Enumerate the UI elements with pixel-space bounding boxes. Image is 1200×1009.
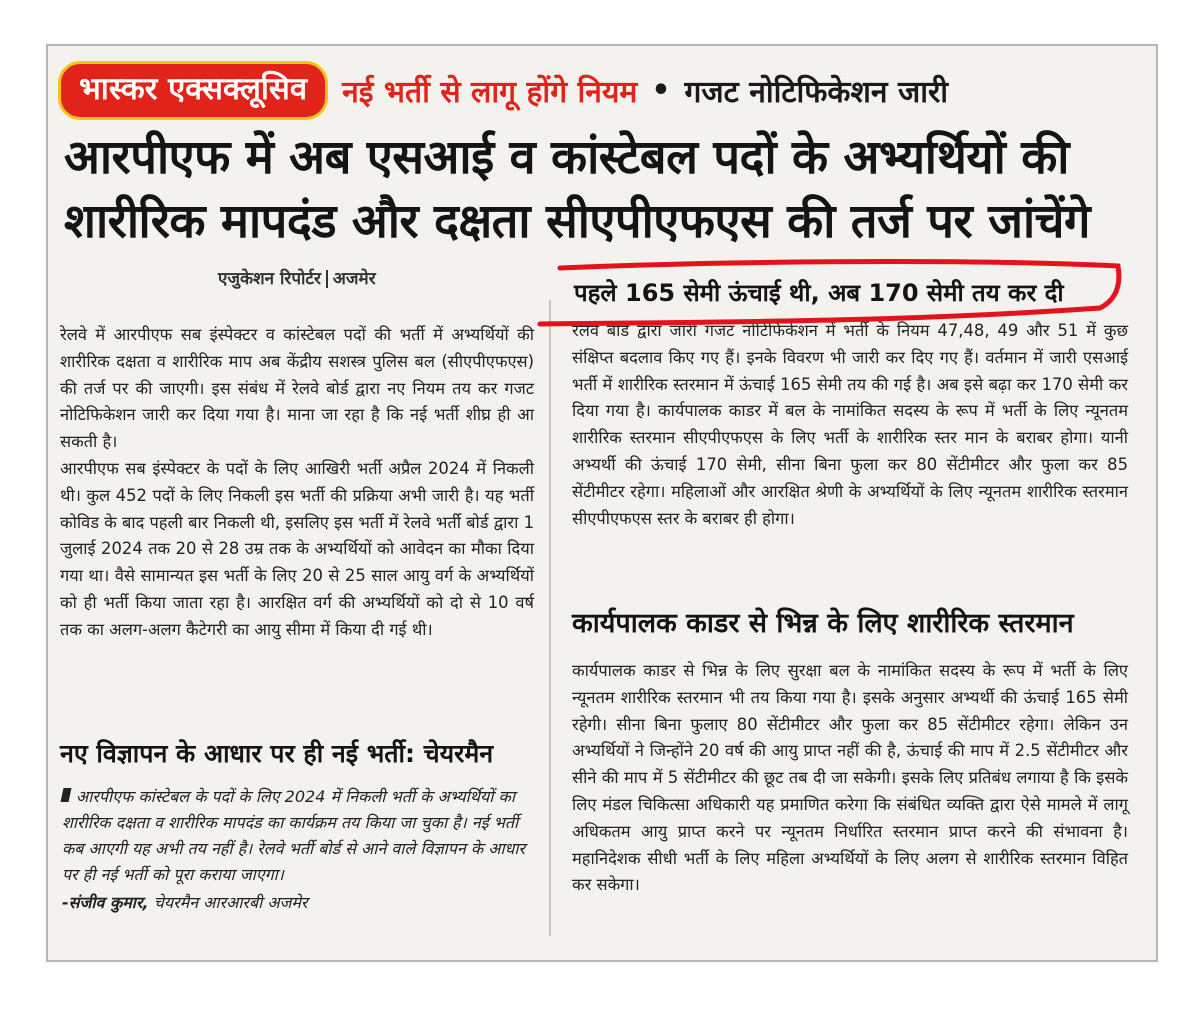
quote-signature	[62, 890, 532, 916]
byline	[218, 266, 376, 289]
byline-reporter: एजुकेशन रिपोर्टर	[218, 269, 321, 289]
left-paragraph-1: रेलवे में आरपीएफ सब इंस्पेक्टर व कांस्टेबल पदों की भर्ती में अभ्यर्थियों की शारीरिक दक्षता व शारीरिक माप अब केंद्रीय सशस्त्र पुलिस बल (सीएपीएफएस) की तर्ज पर की जाएगी। इस संबंध में रेलवे बोर्ड द्वारा नए नियम तय कर गजट नोटिफिकेशन जारी कर दिया गया है। माना जा रहा है कि नई भर्ती शीघ्र ही आ सकती है।	[60, 325, 534, 452]
main-headline	[64, 126, 1134, 254]
left-subheading: नए विज्ञापन के आधार पर ही नई भर्ती: चेयरमैन	[60, 739, 494, 768]
quote-text: आरपीएफ कांस्टेबल के पदों के लिए 2024 में निकली भर्ती के अभ्यर्थियों का शारीरिक दक्षता व शारीरिक मापदंड का कार्यक्रम तय किया जा चुका है। नई भर्ती कब आएगी यह अभी तय नहीं है। रेलवे भर्ती बोर्ड से आने वाले विज्ञापन के आधार पर ही नई भर्ती को पूरा कराया जाएगा।	[62, 787, 526, 884]
right-paragraph-2: कार्यपालक काडर से भिन्न के लिए सुरक्षा बल के नामांकित सदस्य के रूप में भर्ती के लिए न्यूनतम शारीरिक स्तरमान भी तय किया गया है। इसके अनुसार अभ्यर्थी की ऊंचाई 165 सेमी रहेगी। सीना बिना फुलाए 80 सेंटीमीटर और फुला कर 85 सेंटीमीटर रहेगा। लेकिन उन अभ्यर्थियों ने जिन्होंने 20 वर्ष की आयु प्राप्त नहीं की है, ऊंचाई की माप में 2.5 सेंटीमीटर और सीने की माप में 5 सेंटीमीटर की छूट तब दी जा सकेगी। इसके लिए प्रतिबंध लगाया है कि इसके लिए मंडल चिकित्सा अधिकारी यह प्रमाणित करेगा कि संबंधित व्यक्ति द्वारा ऐसे मामले में लागू अधिकतम आयु प्राप्त करने पर न्यूनतम निर्धारित स्तरमान प्राप्त करने की संभावना है। महानिदेशक सीधी भर्ती के लिए महिला अभ्यर्थियों के लिए अलग से शारीरिक स्तरमान विहित कर सकेगा।	[572, 661, 1128, 895]
headline-line-1: आरपीएफ में अब एसआई व कांस्टेबल पदों के अभ्यर्थियों की	[64, 130, 1069, 185]
headline-line-2: शारीरिक मापदंड और दक्षता सीएपीएफएस की तर्ज पर जांचेंगे	[64, 194, 1090, 249]
byline-city: अजमेर	[332, 269, 376, 289]
left-column-body	[60, 322, 534, 644]
tag-new-recruitment: नई भर्ती से लागू होंगे नियम	[342, 74, 638, 110]
exclusive-badge: भास्कर एक्सक्लूसिव	[58, 61, 328, 120]
header-tag-bar	[58, 60, 1148, 120]
column-divider	[549, 300, 551, 936]
highlight-subheading: पहले 165 सेमी ऊंचाई थी, अब 170 सेमी तय कर दी	[574, 279, 1064, 307]
tag-bullet: •	[651, 72, 671, 108]
right-column-body	[572, 318, 1128, 532]
quote-person-name: -संजीव कुमार,	[62, 893, 149, 912]
right-column-body-2	[572, 658, 1128, 899]
quote-marker-icon	[61, 788, 72, 802]
tag-gazette: गजट नोटिफिकेशन जारी	[684, 74, 949, 110]
left-paragraph-2: आरपीएफ सब इंस्पेक्टर के पदों के लिए आखिरी भर्ती अप्रैल 2024 में निकली थी। कुल 452 पदों के लिए निकली इस भर्ती की प्रक्रिया अभी जारी है। यह भर्ती कोविड के बाद पहली बार निकली थी, इसलिए इस भर्ती में रेलवे भर्ती बोर्ड द्वारा 1 जुलाई 2024 तक 20 से 28 उम्र तक के अभ्यर्थियों को आवेदन का मौका दिया गया था। वैसे सामान्यत इस भर्ती के लिए 20 से 25 साल आयु वर्ग के अभ्यर्थियों को ही भर्ती किया जाता रहा है। आरक्षित वर्ग की अभ्यर्थियों को दो से 10 वर्ष तक का अलग-अलग कैटेगरी का आयु सीमा में किया दी गई थी।	[60, 458, 534, 639]
right-subheading: कार्यपालक काडर से भिन्न के लिए शारीरिक स्तरमान	[572, 608, 1074, 639]
right-paragraph-1: रेलवे बोर्ड द्वारा जारी गजट नोटिफिकेशन में भर्ती के नियम 47,48, 49 और 51 में कुछ संक्षिप्त बदलाव किए गए हैं। इनके विवरण भी जारी कर दिए गए हैं। वर्तमान में जारी एसआई भर्ती में शारीरिक स्तरमान में ऊंचाई 165 सेमी तय की गई है। अब इसे बढ़ा कर 170 सेमी कर दिया गया है। कार्यपालक काडर में बल के नामांकित सदस्य के रूप में भर्ती के लिए न्यूनतम शारीरिक स्तरमान सीएपीएफएस के लिए भर्ती के शारीरिक स्तर मान के बराबर होगा। यानी अभ्यर्थी की ऊंचाई 170 सेमी, सीना बिना फुला कर 80 सेंटीमीटर और फुला कर 85 सेंटीमीटर रहेगा। महिलाओं और आरक्षित श्रेणी के अभ्यर्थियों के लिए न्यूनतम शारीरिक स्तरमान सीएपीएफएस स्तर के बराबर ही होगा।	[572, 321, 1128, 528]
chairman-quote	[62, 784, 532, 916]
quote-person-title: चेयरमैन आरआरबी अजमेर	[153, 893, 308, 912]
byline-separator	[326, 270, 328, 288]
